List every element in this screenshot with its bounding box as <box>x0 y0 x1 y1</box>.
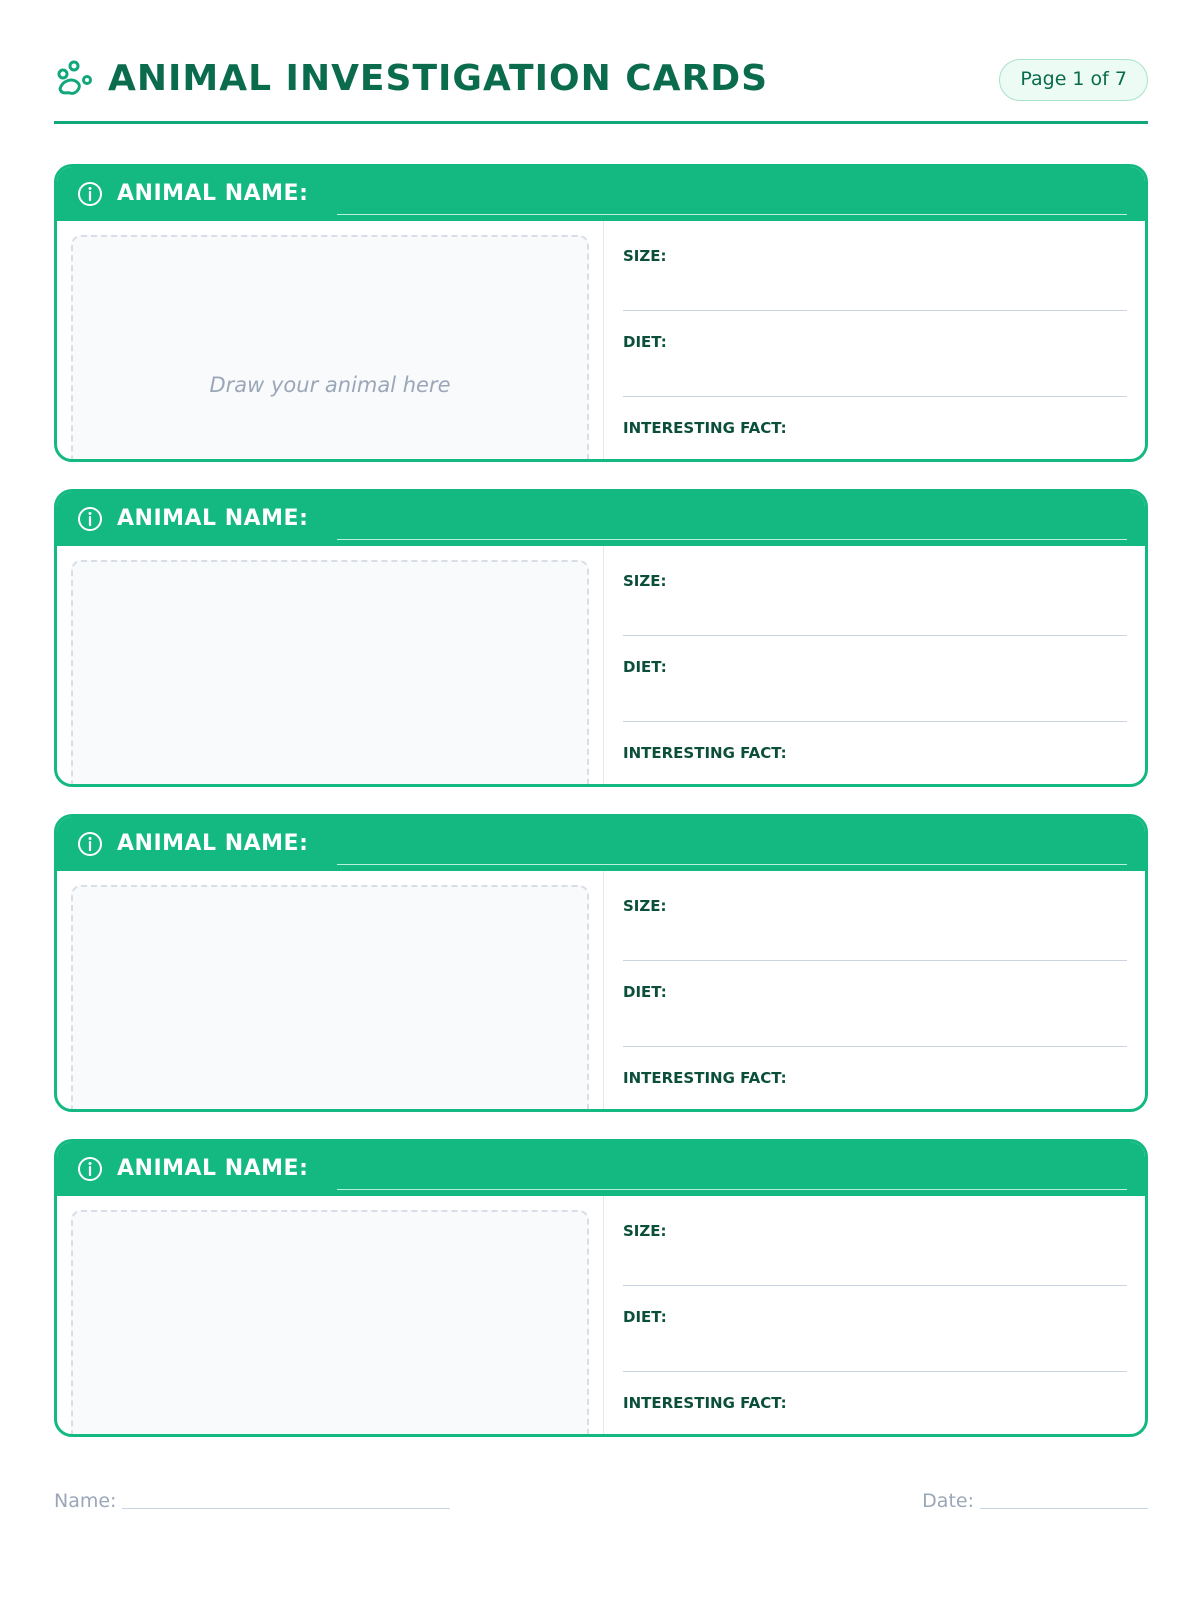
footer-name-input-line[interactable] <box>122 1508 450 1509</box>
card-divider <box>603 1196 604 1437</box>
size-label: SIZE: <box>623 572 667 590</box>
animal-name-input-line[interactable] <box>337 1189 1127 1190</box>
drawing-area[interactable] <box>71 560 589 787</box>
animal-name-label: ANIMAL NAME: <box>117 1156 309 1181</box>
footer-name-group <box>54 1490 450 1512</box>
footer-date-label: Date: <box>922 1490 974 1512</box>
card-divider <box>603 221 604 462</box>
diet-input-line[interactable] <box>623 721 1127 722</box>
size-input-line[interactable] <box>623 635 1127 636</box>
paw-icon <box>54 59 94 99</box>
interesting-fact-label: INTERESTING FACT: <box>623 1394 787 1412</box>
page-indicator-badge: Page 1 of 7 <box>999 59 1148 101</box>
size-input-line[interactable] <box>623 960 1127 961</box>
drawing-area[interactable] <box>71 235 589 462</box>
footer-date-input-line[interactable] <box>980 1508 1148 1509</box>
animal-card <box>54 1139 1148 1437</box>
size-label: SIZE: <box>623 1222 667 1240</box>
card-body <box>57 221 1145 462</box>
page-title: ANIMAL INVESTIGATION CARDS <box>108 58 769 99</box>
diet-label: DIET: <box>623 1308 667 1326</box>
info-icon <box>77 831 103 857</box>
animal-card <box>54 164 1148 462</box>
animal-card <box>54 489 1148 787</box>
footer-date-group <box>922 1490 1148 1512</box>
drawing-area[interactable] <box>71 885 589 1112</box>
card-body <box>57 1196 1145 1437</box>
card-header <box>57 167 1145 221</box>
animal-card <box>54 814 1148 1112</box>
interesting-fact-label: INTERESTING FACT: <box>623 419 787 437</box>
card-header <box>57 492 1145 546</box>
info-icon <box>77 181 103 207</box>
size-input-line[interactable] <box>623 310 1127 311</box>
diet-input-line[interactable] <box>623 396 1127 397</box>
card-divider <box>603 871 604 1112</box>
diet-input-line[interactable] <box>623 1046 1127 1047</box>
animal-name-label: ANIMAL NAME: <box>117 506 309 531</box>
info-icon <box>77 506 103 532</box>
card-header <box>57 817 1145 871</box>
animal-name-label: ANIMAL NAME: <box>117 831 309 856</box>
info-icon <box>77 1156 103 1182</box>
card-body <box>57 871 1145 1112</box>
interesting-fact-label: INTERESTING FACT: <box>623 744 787 762</box>
diet-label: DIET: <box>623 983 667 1001</box>
drawing-hint: Draw your animal here <box>209 373 451 397</box>
page-footer <box>54 1490 1148 1520</box>
diet-label: DIET: <box>623 333 667 351</box>
size-label: SIZE: <box>623 247 667 265</box>
interesting-fact-label: INTERESTING FACT: <box>623 1069 787 1087</box>
animal-name-input-line[interactable] <box>337 214 1127 215</box>
page-header <box>54 48 1148 124</box>
animal-name-input-line[interactable] <box>337 864 1127 865</box>
animal-name-label: ANIMAL NAME: <box>117 181 309 206</box>
diet-input-line[interactable] <box>623 1371 1127 1372</box>
card-body <box>57 546 1145 787</box>
card-header <box>57 1142 1145 1196</box>
footer-name-label: Name: <box>54 1490 117 1512</box>
drawing-area[interactable] <box>71 1210 589 1437</box>
size-label: SIZE: <box>623 897 667 915</box>
animal-name-input-line[interactable] <box>337 539 1127 540</box>
card-divider <box>603 546 604 787</box>
size-input-line[interactable] <box>623 1285 1127 1286</box>
diet-label: DIET: <box>623 658 667 676</box>
header-title-group <box>54 58 768 99</box>
